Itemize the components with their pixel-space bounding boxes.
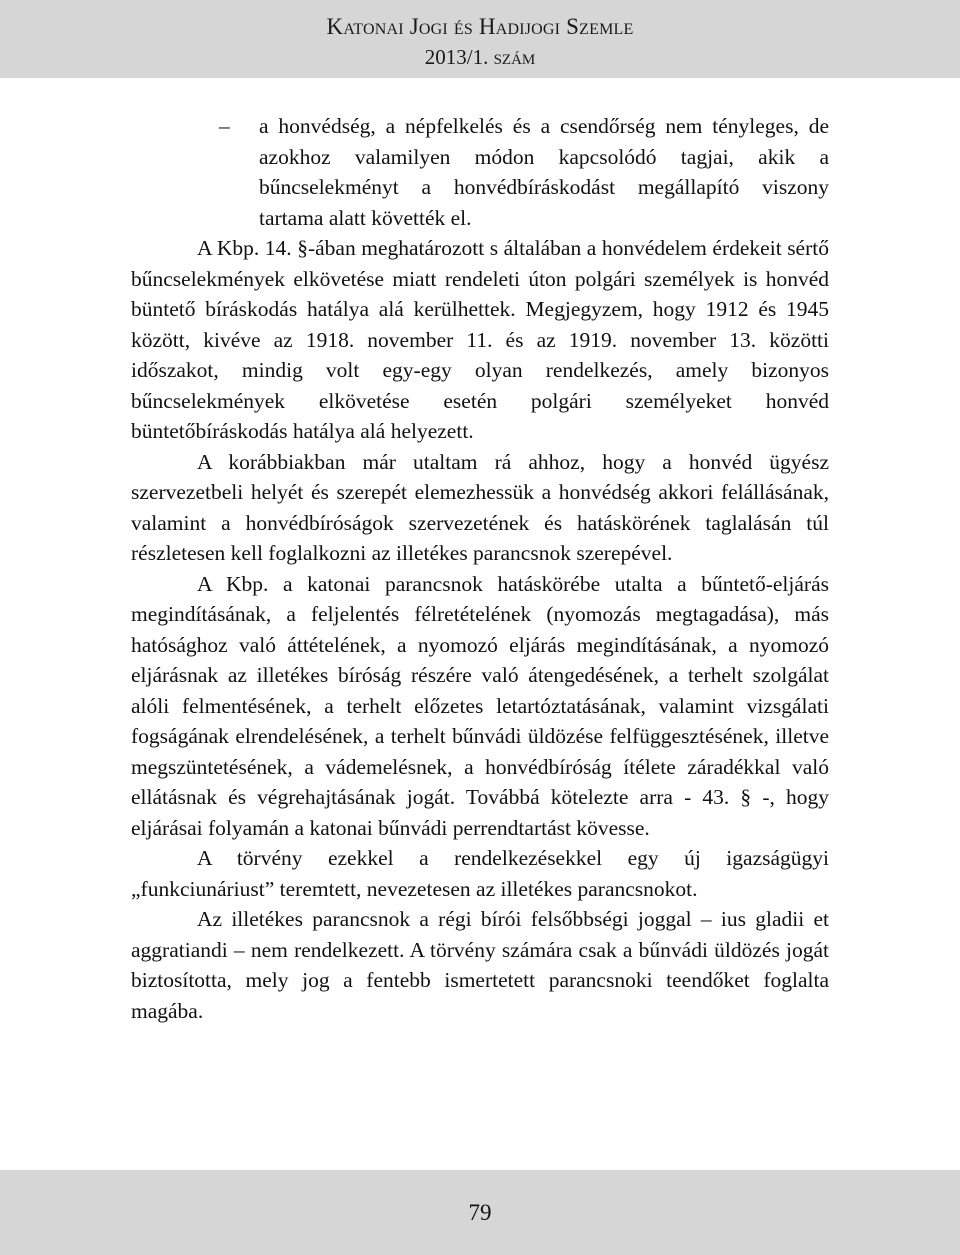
paragraph-1: A Kbp. 14. §-ában meghatározott s általában a honvédelem érdekeit sértő bűncselekmények elkövetése miatt rendeleti úton polgári személyek is honvéd büntető bíráskodás hatálya alá kerülhettek. Megjegyzem, hogy 1912 és 1945 között, kivéve az 1918. november 11. és az 1919. november 13. közötti időszakot, mindig volt egy-egy olyan rendelkezés, amely bizonyos bűncselekmények elkövetése esetén polgári személyeket honvéd büntetőbíráskodás hatálya alá helyezett. [131,236,829,443]
paragraph-5: Az illetékes parancsnok a régi bírói felsőbbségi joggal – ius gladii et aggratiandi – nem rendelkezett. A törvény számára csak a bűnvádi üldözés jogát biztosította, mely jog a fentebb ismertetett parancsnoki teendőket foglalta magába. [131,907,829,1023]
paragraph-2: A korábbiakban már utaltam rá ahhoz, hogy a honvéd ügyész szervezetbeli helyét és szerepét elemezhessük a honvédség akkori felállásának, valamint a honvédbíróságok szervezetének és hatáskörének taglalásán túl részletesen kell foglalkozni az illetékes parancsnok szerepével. [131,449,829,565]
journal-title: Katonai Jogi és Hadijogi Szemle [326,14,634,39]
issue-word: szám [493,45,536,69]
article-body [131,111,829,1026]
issue-line [0,44,960,70]
page-footer [0,1170,960,1255]
running-header [0,0,960,78]
page-number: 79 [468,1200,492,1225]
list-item-text: a honvédség, a népfelkelés és a csendőrség nem tényleges, de azokhoz valamilyen módon kapcsolódó tagjai, akik a bűncselekményt a honvédbíráskodást megállapító viszony tartama alatt követték el. [259,114,829,230]
paragraph-4: A törvény ezekkel a rendelkezésekkel egy új igazságügyi „funkciunáriust” teremtett, nevezetesen az illetékes parancsnokot. [131,846,829,901]
dash-marker: – [219,114,230,138]
paragraph-3: A Kbp. a katonai parancsnok hatáskörébe utalta a bűntető-eljárás megindításának, a feljelentés félretételének (nyomozás megtagadása), más hatósághoz való áttételének, a nyomozó eljárás megindításának, a nyomozó eljárásnak az illetékes bíróság részére való átengedésének, a terhelt szolgálat alóli felmentésének, a terhelt előzetes letartóztatásának, valamint vizsgálati fogságának elrendelésének, a terhelt bűnvádi üldözése felfüggesztésének, illetve megszüntetésének, a vádemelésnek, a honvédbíróság ítélete záradékkal való ellátásnak és végrehajtásának jogát. Továbbá kötelezte arra - 43. § -, hogy eljárásai folyamán a katonai bűnvádi perrendtartást kövesse. [131,571,829,840]
issue-number: 2013/1. [424,45,489,69]
list-item [131,111,829,233]
